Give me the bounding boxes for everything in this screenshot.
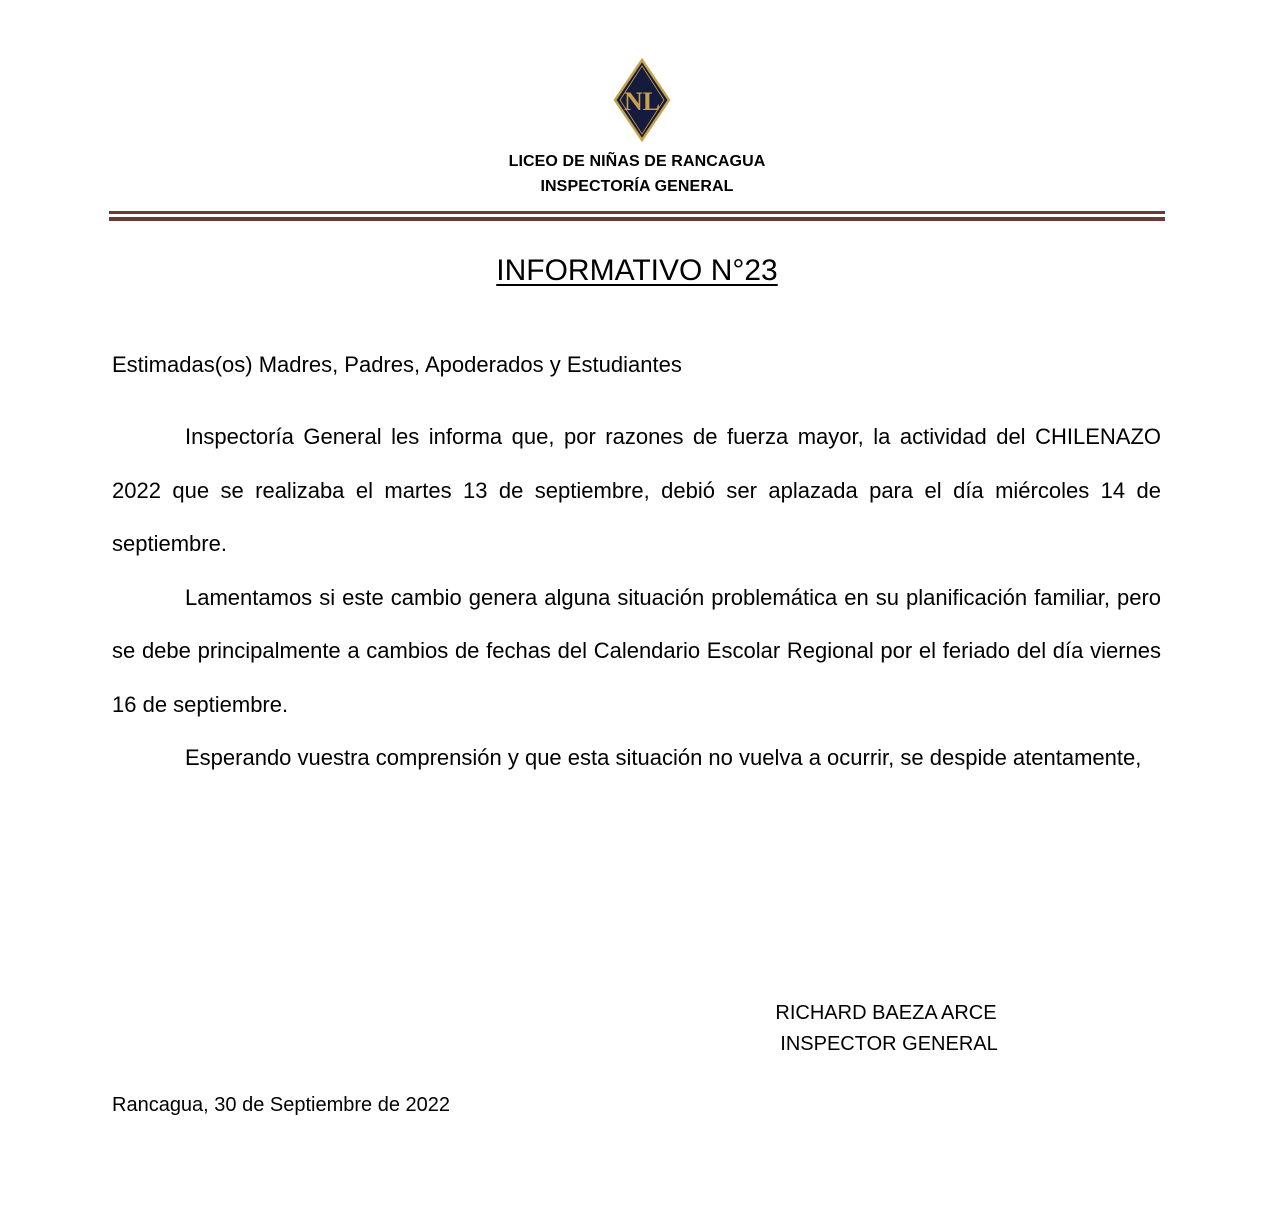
paragraph-apology: Lamentamos si este cambio genera alguna situación problemática en su planificación familiar, pero se debe principalmente a cambios de fechas del Calendario Escolar Regional por el feriado del día viernes 16 de septiembre. (112, 584, 1161, 717)
institution-name: LICEO DE NIÑAS DE RANCAGUA (508, 153, 766, 170)
place-date: Rancagua, 30 de Septiembre de 2022 (112, 1094, 451, 1116)
letter-body (112, 410, 1161, 785)
crest-monogram (624, 87, 660, 116)
header-divider-thick (109, 211, 1165, 214)
paragraph-closing: Esperando vuestra comprensión y que esta situación no vuelva a ocurrir, se despide atentamente, (185, 745, 1142, 770)
header-divider-thin (109, 217, 1165, 221)
paragraph-postponement: Inspectoría General les informa que, por razones de fuerza mayor, la actividad del CHILENAZO 2022 que se realizaba el martes 13 de septiembre, debió ser aplazada para el día miércoles 14 de septiembre. (112, 424, 1161, 556)
department-name: INSPECTORÍA GENERAL (540, 178, 734, 195)
salutation: Estimadas(os) Madres, Padres, Apoderados y Estudiantes (112, 352, 682, 377)
signatory-role: INSPECTOR GENERAL (780, 1033, 998, 1055)
svg-text:NL: NL (623, 87, 661, 116)
signatory-name: RICHARD BAEZA ARCE (775, 1002, 997, 1024)
school-crest-icon (613, 58, 671, 142)
document-title (0, 252, 1274, 290)
document-title-text: INFORMATIVO N°23 (496, 254, 778, 287)
